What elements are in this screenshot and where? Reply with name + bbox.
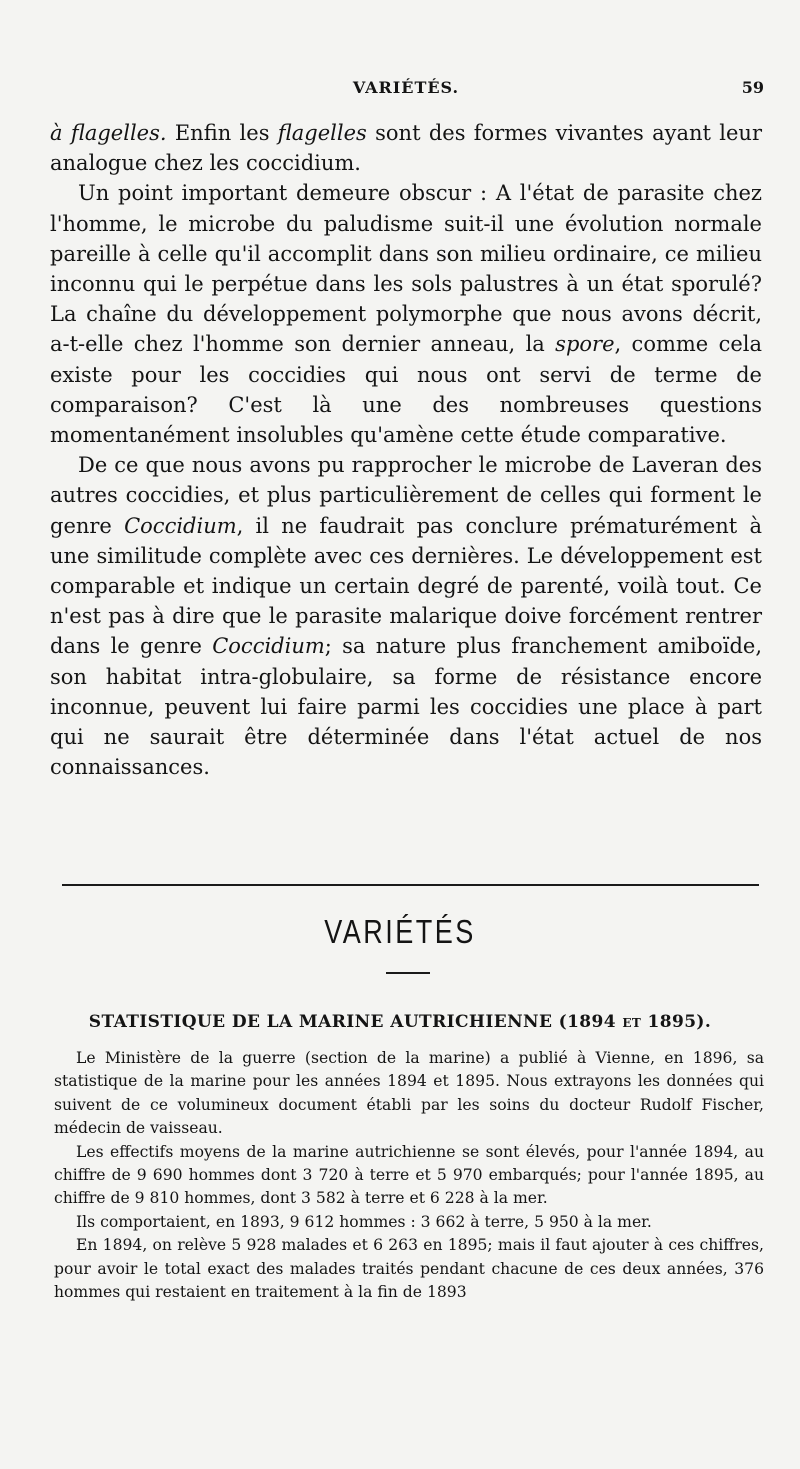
italic-term: spore [555, 332, 615, 357]
italic-term: flagelles [277, 121, 367, 145]
italic-term: Coccidium [212, 634, 325, 659]
main-text [50, 118, 762, 782]
paragraph-3: De ce que nous avons pu rapprocher le microbe de Laveran des autres coccidies, et plus particulièrement de celles qui forment le genre Coccidium, il ne faudrait pas conclure prématurément à une similitude complète avec ces dernières. Le développement est comparable et indique un certain degré de parenté, voilà tout. Ce n'est pas à dire que le parasite malarique doive forcément rentrer dans le genre Coccidium; sa nature plus franchement amiboïde, son habitat intra-globulaire, sa forme de résistance encore inconnue, peuvent lui faire parmi les coccidies une place à part qui ne saurait être déterminée dans l'état actuel de nos connaissances. [50, 453, 763, 780]
paragraph-2: Un point important demeure obscur : A l'état de parasite chez l'homme, le microbe du paludisme suit-il une évolution normale pareille à celle qu'il accomplit dans son milieu ordinaire, ce milieu inconnu qui le perpétue dans les sols palustres à un état sporulé? La chaîne du développement polymorphe que nous avons décrit, a-t-elle chez l'homme son dernier anneau, la spore, comme cela existe pour les coccidies qui nous ont servi de terme de comparaison? C'est là une des nombreuses questions momentanément insolubles qu'amène cette étude comparative. [50, 181, 762, 448]
article-heading: STATISTIQUE DE LA MARINE AUTRICHIENNE (1894 ET 1895). [88, 1012, 712, 1032]
page-number: 59 [741, 78, 764, 97]
italic-term: à flagelles. [50, 121, 167, 145]
article-paragraph-1: Le Ministère de la guerre (section de la marine) a publié à Vienne, en 1896, sa statistique de la marine pour les années 1894 et 1895. Nous extrayons les données qui suivent de ce volumineux document établi par les soins du docteur Rudolf Fischer, médecin de vaisseau. [54, 1049, 764, 1138]
section-divider [62, 884, 759, 886]
article-paragraph-4: En 1894, on relève 5 928 malades et 6 263 en 1895; mais il faut ajouter à ces chiffres, pour avoir le total exact des malades traités pendant chacune de ces deux années, 376 hommes qui restaient en traitement à la fin de 1893 [54, 1236, 764, 1302]
section-title: VARIÉTÉS [324, 913, 476, 950]
title-underline [386, 972, 430, 974]
article-paragraph-3: Ils comportaient, en 1893, 9 612 hommes : 3 662 à terre, 5 950 à la mer. [76, 1212, 652, 1231]
article-body [54, 1047, 764, 1304]
paragraph-1: à flagelles. Enfin les flagelles sont des formes vivantes ayant leur analogue chez les coccidium. [50, 121, 762, 176]
article-paragraph-2: Les effectifs moyens de la marine autrichienne se sont élevés, pour l'année 1894, au chiffre de 9 690 hommes dont 3 720 à terre et 5 970 embarqués; pour l'année 1895, au chiffre de 9 810 hommes, dont 3 582 à terre et 6 228 à la mer. [54, 1142, 764, 1208]
italic-term: Coccidium [124, 513, 237, 538]
running-title: VARIÉTÉS. [352, 78, 460, 97]
running-header [48, 78, 764, 102]
